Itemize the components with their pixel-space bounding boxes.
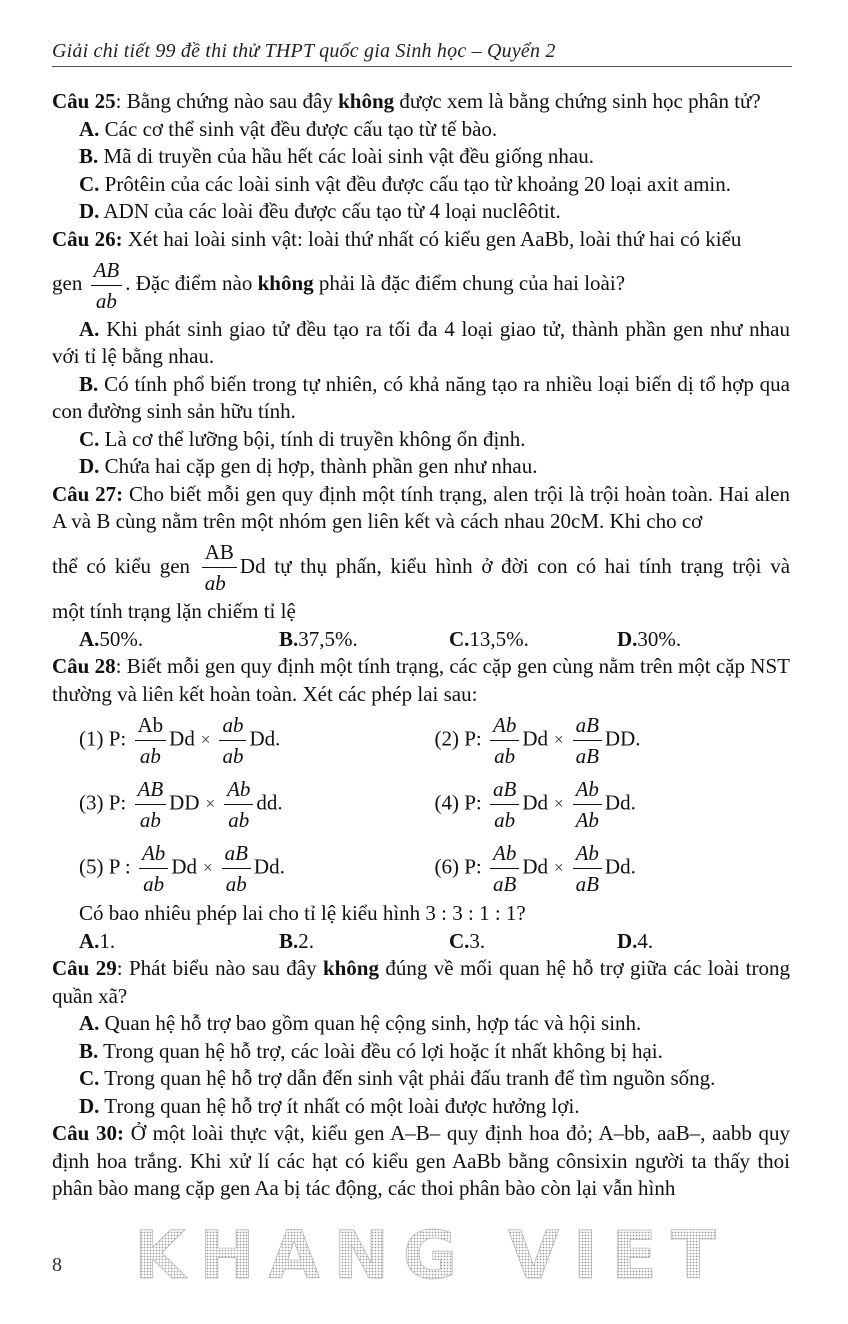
q28-cross-5: (5) P : $\frac{Ab}{ab}$ Dd × $\frac{aB}{ab}$ Dd. [79, 838, 435, 899]
page-number: 8 [52, 1254, 62, 1276]
q26-line-2: gen $\frac{AB}{ab}$ . Đặc điểm nào không phải là đặc điểm chung của hai loài? [52, 253, 790, 316]
question-26: Câu 26: Xét hai loài sinh vật: loài thứ nhất có kiểu gen AaBb, loài thứ hai có kiểu [52, 226, 742, 251]
q30-label: Câu 30: [52, 1121, 125, 1146]
q29-option-c: C. Trong quan hệ hỗ trợ dẫn đến sinh vật phải đấu tranh để tìm nguồn sống. [79, 1066, 716, 1091]
q28-cross-6: (6) P: $\frac{Ab}{aB}$ Dd × $\frac{Ab}{aB}$ Dd. [435, 838, 791, 899]
q28-cross-row-2 [52, 772, 790, 836]
q25-option-c: C. Prôtêin của các loài sinh vật đều được cấu tạo từ khoảng 20 loại axit amin. [79, 171, 732, 196]
q28-cross-row-3 [52, 836, 790, 900]
q28-answers [52, 928, 790, 956]
q28-cross-row-1 [52, 708, 790, 772]
q28-answer-d: D.4. [617, 928, 654, 953]
q28-answer-b: B.2. [279, 928, 315, 953]
question-28: Câu 28: Biết mỗi gen quy định một tính trạng, các cặp gen cùng nằm trên một cặp NST thường và liên kết hoàn toàn. Xét các phép lai sau: [52, 654, 790, 706]
q26-label: Câu 26: [52, 226, 123, 251]
q26-option-a: A. Khi phát sinh giao tử đều tạo ra tối đa 4 loại giao tử, thành phần gen như nhau với tỉ lệ bằng nhau. [52, 316, 790, 369]
q28-cross-3: (3) P: $\frac{AB}{ab}$ DD × $\frac{Ab}{ab}$ dd. [79, 774, 435, 835]
q29-label: Câu 29 [52, 956, 117, 981]
question-27: Câu 27: Cho biết mỗi gen quy định một tính trạng, alen trội là trội hoàn toàn. Hai alen A và B cùng nằm trên một nhóm gen liên kết và cách nhau 20cM. Khi cho cơ [52, 481, 790, 534]
q27-line-last: một tính trạng lặn chiếm tỉ lệ [52, 599, 296, 624]
q28-answer-a: A.1. [79, 928, 116, 953]
q26-option-c: C. Là cơ thể lưỡng bội, tính di truyền không ổn định. [79, 426, 526, 451]
q25-option-a: A. Các cơ thể sinh vật đều được cấu tạo từ tế bào. [79, 116, 498, 141]
q27-answer-d: D.30%. [617, 626, 682, 651]
question-25 [52, 88, 790, 116]
q27-answer-b: B.37,5%. [279, 626, 358, 651]
q28-cross-4: (4) P: $\frac{aB}{ab}$ Dd × $\frac{Ab}{Ab}$ Dd. [435, 774, 791, 835]
q25-bold: không [338, 89, 395, 113]
q28-answer-c: C.3. [449, 928, 486, 953]
q25-text-b: được xem là bằng chứng sinh học phân tử? [394, 89, 761, 113]
q25-label: Câu 25 [52, 89, 116, 113]
q28-cross-2: (2) P: $\frac{Ab}{ab}$ Dd × $\frac{aB}{aB}$ DD. [435, 710, 791, 771]
q27-answer-a: A.50%. [79, 626, 144, 651]
q27-answers [52, 626, 790, 654]
question-29: Câu 29: Phát biểu nào sau đây không đúng về mối quan hệ hỗ trợ giữa các loài trong quần xã? [52, 956, 790, 1008]
q25-option-d: D. ADN của các loài đều được cấu tạo từ 4 loại nuclêôtit. [79, 199, 561, 223]
q26-option-d: D. Chứa hai cặp gen dị hợp, thành phần gen như nhau. [79, 454, 538, 479]
q27-line-genotype: thể có kiểu gen $\frac{AB}{ab}$ Dd tự thụ phấn, kiểu hình ở đời con có hai tính trạng trội và [52, 536, 790, 599]
q26-genotype-fraction: $\frac{AB}{ab}$ [91, 255, 123, 316]
q28-question: Có bao nhiêu phép lai cho tỉ lệ kiểu hình 3 : 3 : 1 : 1? [79, 901, 526, 926]
q29-option-a: A. Quan hệ hỗ trợ bao gồm quan hệ cộng sinh, hợp tác và hội sinh. [79, 1011, 642, 1036]
q25-text-a: : Bằng chứng nào sau đây [115, 89, 339, 113]
q25-option-b: B. Mã di truyền của hầu hết các loài sinh vật đều giống nhau. [79, 144, 594, 168]
running-header: Giải chi tiết 99 đề thi thử THPT quốc gia Sinh học – Quyển 2 [52, 40, 556, 62]
q29-option-b: B. Trong quan hệ hỗ trợ, các loài đều có lợi hoặc ít nhất không bị hại. [79, 1038, 663, 1063]
q29-option-d: D. Trong quan hệ hỗ trợ ít nhất có một loài được hưởng lợi. [79, 1093, 580, 1118]
khang-viet-logo [92, 1228, 772, 1284]
q28-label: Câu 28 [52, 654, 116, 679]
header-rule [52, 66, 792, 67]
q27-answer-c: C.13,5%. [449, 626, 529, 651]
page-content [52, 88, 790, 1203]
q28-cross-1: (1) P: $\frac{Ab}{ab}$ Dd × $\frac{ab}{ab}$ Dd. [79, 710, 435, 771]
q27-label: Câu 27: [52, 481, 124, 506]
question-30: Câu 30: Ở một loài thực vật, kiểu gen A–B– quy định hoa đỏ; A–bb, aaB–, aabb quy định hoa trắng. Khi xử lí các hạt có kiểu gen AaBb bằng cônsixin người ta thấy thoi phân bào mang cặp gen Aa bị tác động, các thoi phân bào còn lại vẫn hình [52, 1121, 791, 1201]
q27-genotype-fraction: $\frac{AB}{ab}$ [202, 537, 237, 598]
logo-text: KHANG VIET [134, 1228, 730, 1284]
q26-option-b: B. Có tính phổ biến trong tự nhiên, có khả năng tạo ra nhiều loại biến dị tổ hợp qua con đường sinh sản hữu tính. [52, 371, 790, 424]
